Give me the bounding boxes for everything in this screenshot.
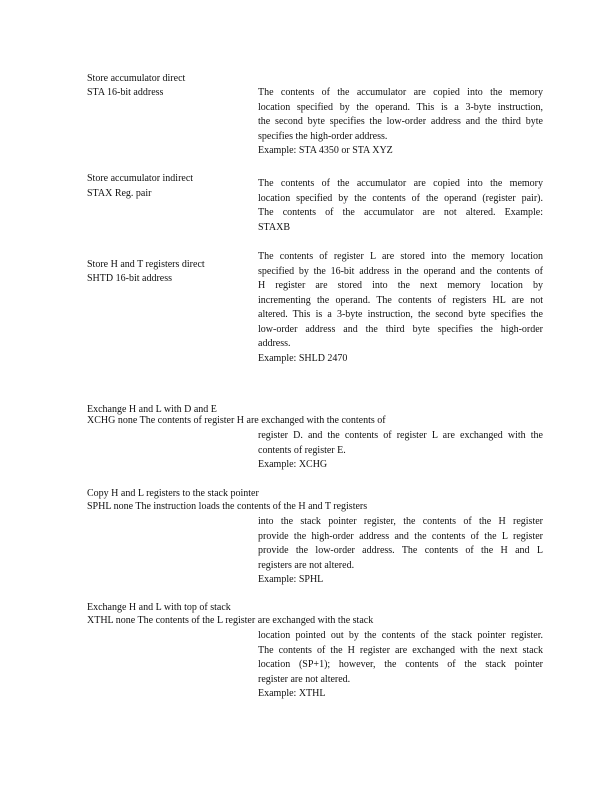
- sphl-example: Example: SPHL: [258, 574, 324, 585]
- shld-desc-line: specified by the 16-bit address in the operand and the contents of: [258, 265, 543, 277]
- shld-desc-line: address.: [258, 338, 291, 349]
- sta-title: Store accumulator direct: [87, 73, 186, 84]
- xchg-description: [258, 429, 543, 473]
- sphl-first-line: SPHL none The instruction loads the contents of the H and T registers: [87, 501, 368, 512]
- sta-example: Example: STA 4350 or STA XYZ: [258, 145, 393, 156]
- xthl-first-line: XTHL none The contents of the L register are exchanged with the stack: [87, 615, 374, 626]
- xthl-title: Exchange H and L with top of stack: [87, 602, 231, 613]
- xchg-title: Exchange H and L with D and E: [87, 404, 217, 415]
- shld-desc-line: low-order address and the third byte specifies the high-order: [258, 323, 543, 335]
- xthl-example: Example: XTHL: [258, 688, 326, 699]
- sta-desc-line: the second byte specifies the low-order address and the third byte: [258, 116, 543, 127]
- stax-description: [258, 177, 543, 235]
- xthl-desc-line: location pointed out by the contents of the stack pointer register.: [258, 630, 543, 641]
- xthl-desc-line: location (SP+1); however, the contents of the stack pointer: [258, 659, 543, 670]
- xchg-first-line: XCHG none The contents of register H are exchanged with the contents of: [87, 415, 386, 426]
- sta-syntax: STA 16-bit address: [87, 87, 164, 98]
- shld-desc-line: altered. This is a 3-byte instruction, the second byte specifies the: [258, 309, 543, 320]
- xthl-desc-line: register are not altered.: [258, 673, 351, 685]
- sphl-desc-line: into the stack pointer register, the contents of the H register: [258, 516, 543, 527]
- xthl-description: [258, 629, 543, 702]
- sphl-description: [258, 515, 543, 588]
- sphl-desc-line: provide the high-order address and the contents of the L register: [258, 530, 543, 542]
- sta-desc-line: specifies the high-order address.: [258, 130, 388, 142]
- stax-desc-line: The contents of the accumulator are copied into the memory: [258, 178, 543, 189]
- shld-description: [258, 250, 543, 366]
- sta-description: [258, 86, 543, 159]
- shld-desc-line: incrementing the operand. The contents of registers HL are not: [258, 294, 543, 306]
- xchg-desc-line: contents of register E.: [258, 444, 346, 456]
- xthl-desc-line: The contents of the H register are exchanged with the next stack: [258, 644, 543, 656]
- sta-desc-line: location specified by the operand. This is a 3-byte instruction,: [258, 101, 543, 113]
- stax-title: Store accumulator indirect: [87, 173, 194, 184]
- sta-desc-line: The contents of the accumulator are copied into the memory: [258, 87, 543, 98]
- stax-desc-line: location specified by the contents of the operand (register pair).: [258, 192, 543, 204]
- xchg-desc-line: register D. and the contents of register L are exchanged with the: [258, 430, 543, 441]
- stax-syntax: STAX Reg. pair: [87, 188, 152, 199]
- stax-desc-line: STAXB: [258, 221, 290, 233]
- shld-desc-line: The contents of register L are stored into the memory location: [258, 251, 543, 262]
- sphl-desc-line: registers are not altered.: [258, 559, 355, 571]
- sphl-desc-line: provide the low-order address. The contents of the H and L: [258, 545, 543, 556]
- xchg-example: Example: XCHG: [258, 459, 328, 470]
- shld-desc-line: H register are stored into the next memory location by: [258, 280, 543, 291]
- stax-desc-line: The contents of the accumulator are not altered. Example:: [258, 207, 543, 218]
- shld-title: Store H and T registers direct: [87, 259, 205, 270]
- shld-syntax: SHTD 16-bit address: [87, 273, 172, 284]
- sphl-title: Copy H and L registers to the stack pointer: [87, 488, 259, 499]
- shld-example: Example: SHLD 2470: [258, 352, 348, 364]
